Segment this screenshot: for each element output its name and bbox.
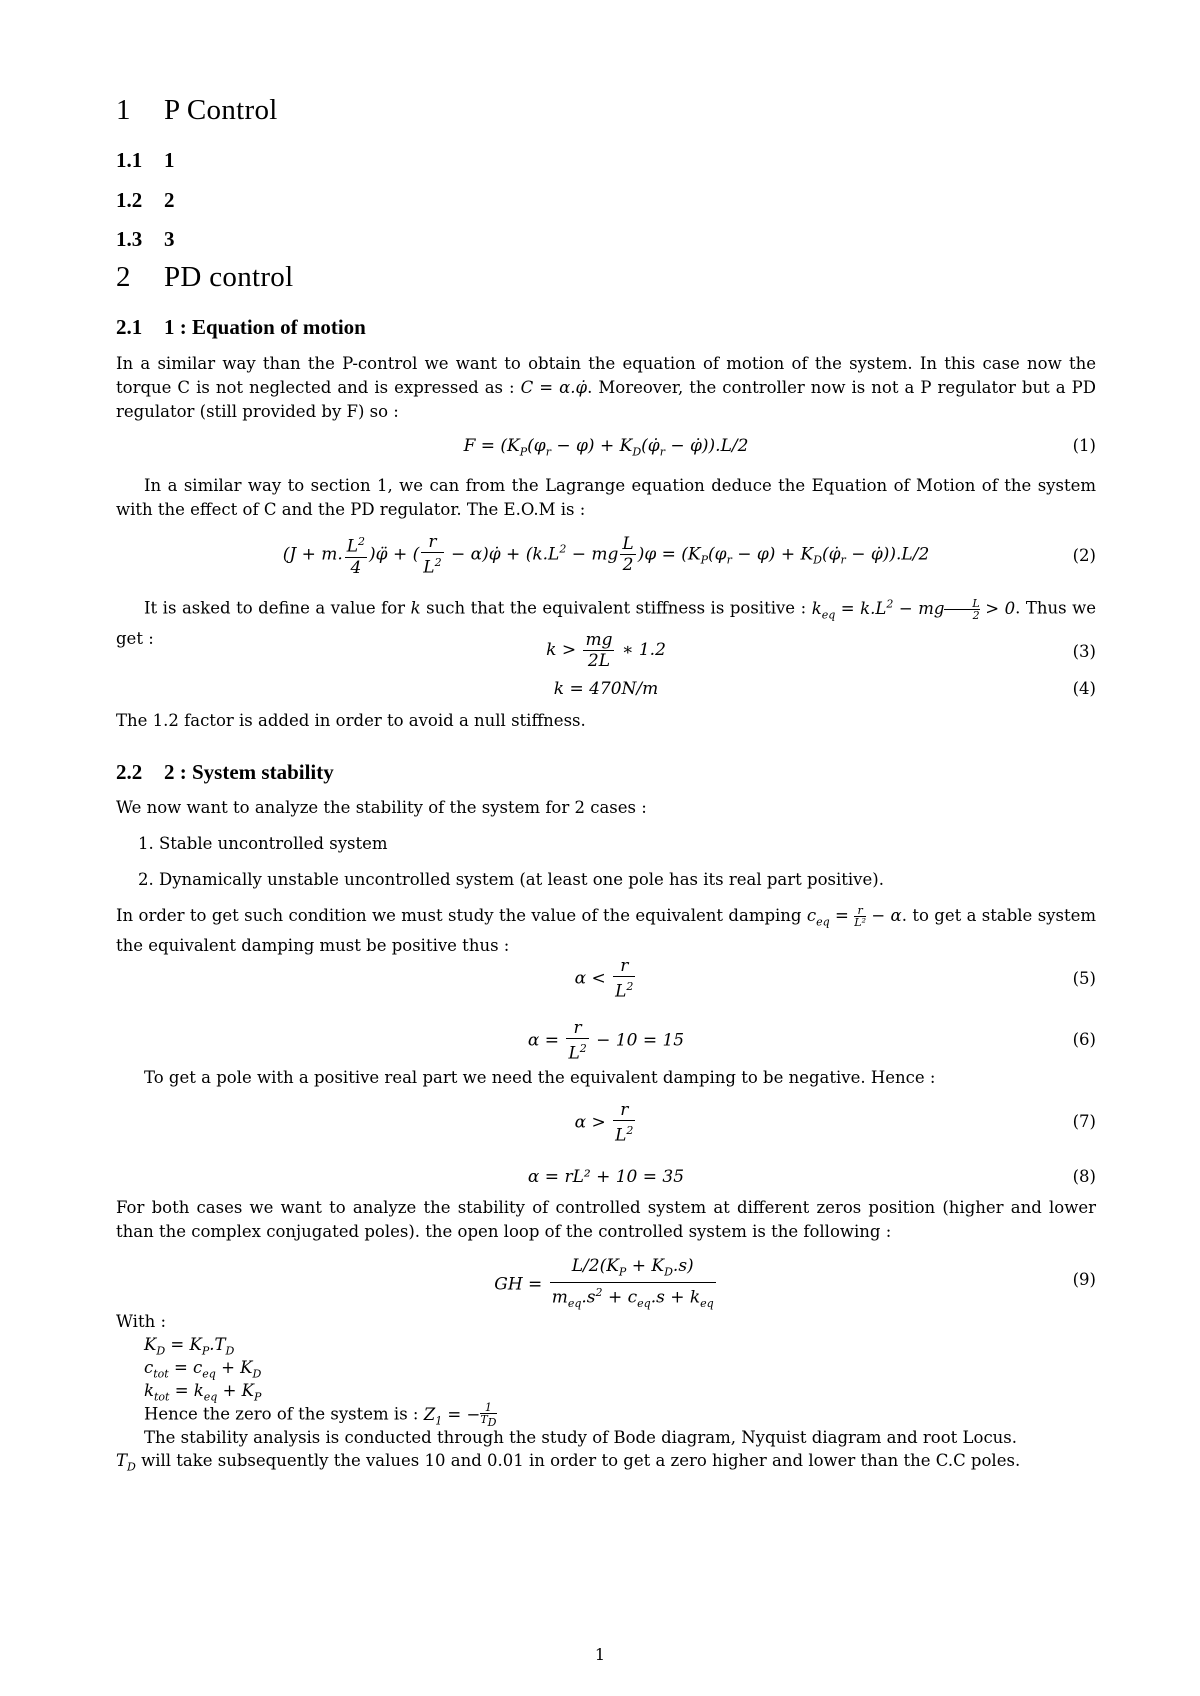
definition-ktot: $k_{tot} = k_{eq} + K_P$ <box>144 1381 262 1404</box>
equation-9: GH = $\frac{L/2(K_P + K_D.s)}{m_{eq}.s^2 + c_{eq}.s + k_{eq}}$ (9) <box>494 1256 1096 1311</box>
subsection-heading-2-1: 2.1 1 : Equation of motion <box>116 315 366 339</box>
subsection-heading-1-1: 1.1 1 <box>116 148 175 172</box>
section-heading-2: 2 PD control <box>116 261 294 293</box>
paragraph-damping: In order to get such condition we must study the value of the equivalent damping $c_{eq}$ = $\frac{r}{\text{L²}}$ − α. to get a stable system the equivalent damping must be positive thus : <box>116 904 1096 956</box>
equation-8: α = rL² + 10 = 35 (8) <box>527 1167 1096 1187</box>
section-heading-1: 1 P Control <box>116 94 278 126</box>
paragraph-eom-intro: In a similar way than the P-control we want to obtain the equation of motion of the system. In this case now the torque C is not neglected and is expressed as : C = α.φ̇. Moreover, the controller now is not a P regulator but a PD regulator (still provided by F) so : <box>116 354 1096 421</box>
label-with: With : <box>116 1312 167 1331</box>
paragraph-zero: Hence the zero of the system is : $Z_1$ = − $\frac{1}{T_D}$ <box>144 1401 497 1430</box>
definition-ctot: $c_{tot} = c_{eq} + K_D$ <box>144 1358 262 1381</box>
equation-4: k = 470N/m (4) <box>553 679 1096 699</box>
equation-6: α = $\frac{r}{L^2}$ − 10 = 15 (6) <box>527 1018 1096 1064</box>
paragraph-analysis: The stability analysis is conducted through the study of Bode diagram, Nyquist diagram and root Locus. <box>144 1428 1018 1447</box>
equation-3: k > $\frac{mg}{2L}$ ∗ 1.2 (3) <box>546 630 1096 671</box>
equation-5: α < $\frac{r}{L^2}$ (5) <box>574 956 1096 1002</box>
equation-1: $F = (K_P(\varphi_r - \varphi)$ + $K_D(\varphi̇_r$ − φ̇)).L/2 (1) <box>463 436 1096 459</box>
paragraph-td-values: $T_D$ will take subsequently the values 10 and 0.01 in order to get a zero higher and lower than the C.C poles. <box>116 1451 1021 1474</box>
definition-kd: $K_D = K_P.T_D$ <box>144 1335 235 1358</box>
paragraph-stiffness: It is asked to define a value for k such that the equivalent stiffness is positive : $k_{eq} = k.L^2$ − mg $\frac{L}{2}$ > 0. Thus we get : <box>116 596 1097 648</box>
paragraph-factor: The 1.2 factor is added in order to avoid a null stiffness. <box>116 711 586 730</box>
paragraph-stability-cases: We now want to analyze the stability of the system for 2 cases : <box>116 798 647 817</box>
paragraph-open-loop: For both cases we want to analyze the stability of controlled system at different zeros position (higher and lower than the complex conjugated poles). the open loop of the controlled system is the following : <box>116 1198 1096 1241</box>
list-item: 1. Stable uncontrolled system <box>138 834 388 853</box>
subsection-heading-2-2: 2.2 2 : System stability <box>116 760 334 784</box>
list-item: 2. Dynamically unstable uncontrolled system (at least one pole has its real part positive). <box>138 870 884 889</box>
page-number: 1 <box>594 1645 606 1664</box>
equation-2: (J + m. $\frac{L^2}{4}$ )φ̈ + ( $\frac{r}{L^2}$ − α)φ̇ + ($k.L^2$ − mg $\frac{L}{2}$ )$\varphi = (K_P(\varphi_r - \varphi)$ + $K_D(\varphi̇_r$ − φ̇)).L/2 (2) <box>282 532 1096 578</box>
subsection-heading-1-3: 1.3 3 <box>116 227 175 251</box>
paragraph-negative-damping: To get a pole with a positive real part we need the equivalent damping to be negative. Hence : <box>144 1068 936 1087</box>
subsection-heading-1-2: 1.2 2 <box>116 188 175 212</box>
paragraph-lagrange: In a similar way to section 1, we can from the Lagrange equation deduce the Equation of Motion of the system with the effect of C and the PD regulator. The E.O.M is : <box>116 476 1096 519</box>
equation-7: α > $\frac{r}{L^2}$ (7) <box>574 1100 1096 1146</box>
